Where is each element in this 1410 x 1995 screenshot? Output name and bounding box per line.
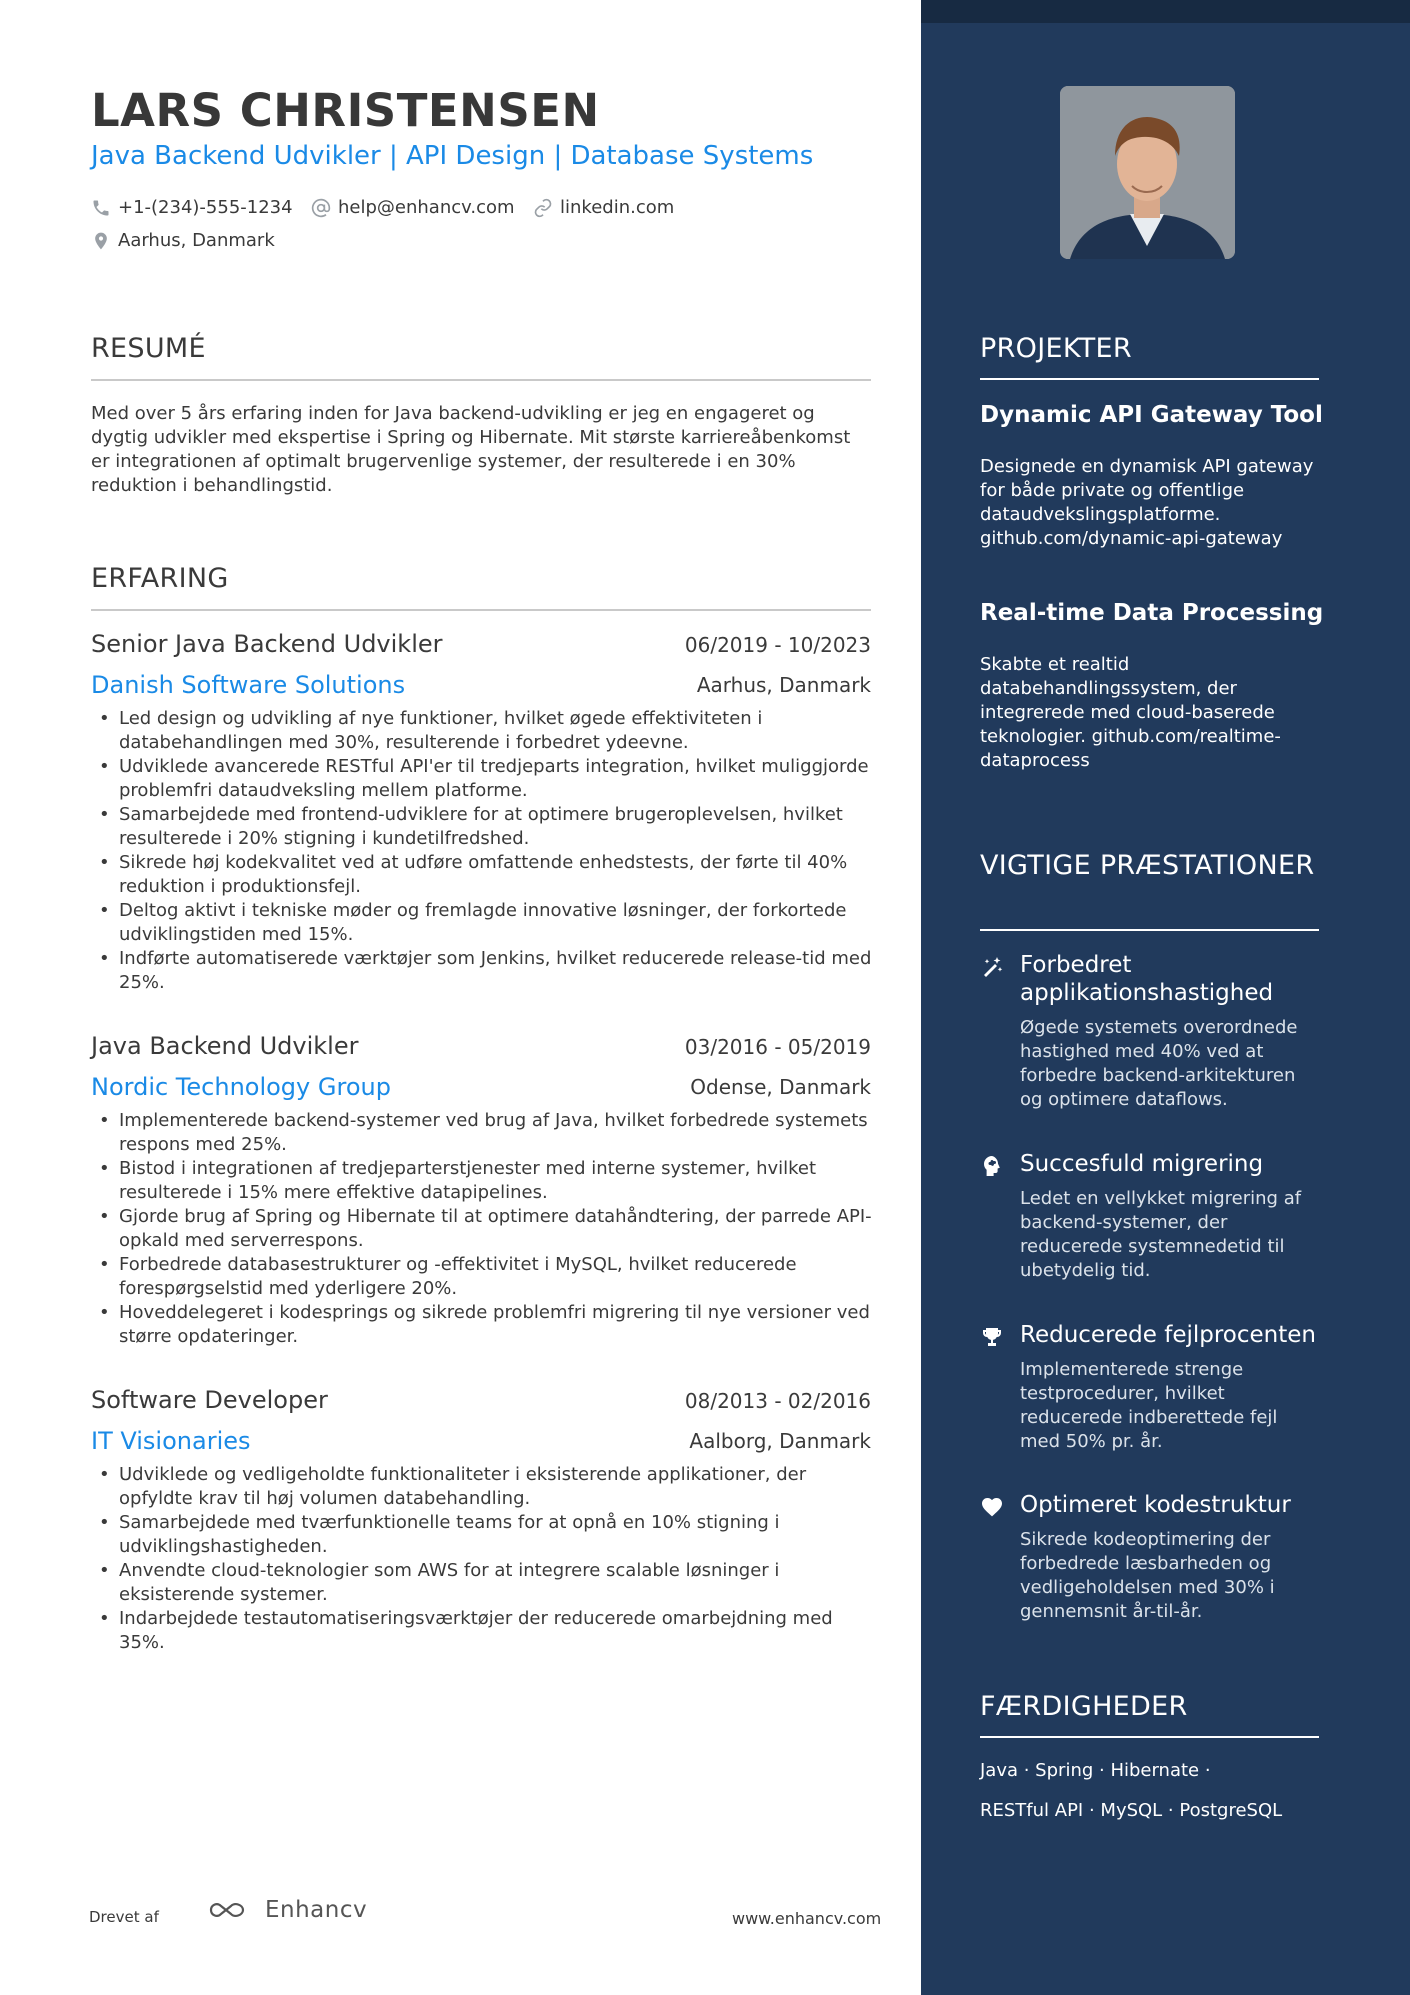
summary-text: Med over 5 års erfaring inden for Java backend-udvikling er jeg en engageret og dygtig udvikler med ekspertise i Spring og Hibernate. Mit største karriereåbenkomst er integrationen af optimalt brugervenlige systemer, der resulterede i en 30% reduktion i behandlingstid.	[91, 403, 851, 496]
achievement-description: Øgede systemets overordnede hastighed med 40% ved at forbedre backend-arkitekturen og optimere dataflows.	[1020, 1017, 1298, 1110]
job-location: Aarhus, Danmark	[696, 673, 871, 697]
project-description: Designede en dynamisk API gateway for både private og offentlige dataudvekslingsplatforme. github.com/dynamic-api-gateway	[980, 456, 1314, 549]
achievement-title: Optimeret kodestruktur	[1020, 1492, 1291, 1518]
job-dates: 06/2019 - 10/2023	[684, 633, 871, 657]
achievement-description: Implementerede strenge testprocedurer, hvilket reducerede indberettede fejl med 50% pr. år.	[1020, 1359, 1278, 1452]
job-location: Aalborg, Danmark	[689, 1429, 871, 1453]
projects-heading: PROJEKTER	[980, 333, 1132, 364]
skills-line: RESTful API · MySQL · PostgreSQL	[980, 1800, 1283, 1821]
job-title: Senior Java Backend Udvikler	[91, 630, 443, 658]
magic-wand-icon	[980, 955, 1004, 979]
sidebar-top-band	[921, 0, 1410, 23]
achievement-description: Sikrede kodeoptimering der forbedrede læsbarheden og vedligeholdelsen med 30% i gennemsnit år-til-år.	[1020, 1529, 1275, 1622]
contact-location	[91, 230, 275, 251]
project-title: Real-time Data Processing	[980, 600, 1324, 626]
job-location: Odense, Danmark	[690, 1075, 871, 1099]
candidate-headline: Java Backend Udvikler | API Design | Database Systems	[91, 141, 814, 171]
email-text: help@enhancv.com	[338, 197, 515, 218]
contact-email[interactable]	[311, 197, 515, 218]
list-item: • Samarbejdede med frontend-udviklere for at optimere brugeroplevelsen, hvilket resulterede i 20% stigning i kundetilfredshed.	[91, 803, 881, 851]
projects-divider	[980, 378, 1319, 380]
heart-icon	[980, 1495, 1004, 1519]
job-dates: 08/2013 - 02/2016	[684, 1389, 871, 1413]
enhancv-logo[interactable]	[207, 1897, 367, 1923]
brain-head-icon	[980, 1154, 1004, 1178]
job-bullets	[91, 1109, 881, 1349]
achievement-title: Succesfuld migrering	[1020, 1151, 1264, 1177]
list-item: • Hoveddelegeret i kodesprings og sikrede problemfri migrering til nye versioner ved større opdateringer.	[91, 1301, 881, 1349]
job-company[interactable]: Danish Software Solutions	[91, 671, 406, 699]
footer-url[interactable]: www.enhancv.com	[732, 1909, 882, 1928]
job-dates: 03/2016 - 05/2019	[684, 1035, 871, 1059]
footer-powered-by: Drevet af	[89, 1908, 159, 1926]
phone-icon	[91, 198, 111, 218]
skills-divider	[980, 1736, 1319, 1738]
candidate-name: LARS CHRISTENSEN	[91, 84, 600, 137]
job-bullets	[91, 707, 881, 995]
list-item: • Led design og udvikling af nye funktioner, hvilket øgede effektiviteten i databehandlingen med 30%, resulterende i forbedret ydeevne.	[91, 707, 881, 755]
list-item: • Gjorde brug af Spring og Hibernate til at optimere datahåndtering, der parrede API-opkald med serverrespons.	[91, 1205, 881, 1253]
achievements-divider	[980, 929, 1319, 931]
list-item: • Indførte automatiserede værktøjer som Jenkins, hvilket reducerede release-tid med 25%.	[91, 947, 881, 995]
list-item: • Deltog aktivt i tekniske møder og fremlagde innovative løsninger, der forkortede udviklingstiden med 15%.	[91, 899, 881, 947]
at-sign-icon	[311, 198, 331, 218]
contact-phone[interactable]	[91, 197, 293, 218]
contact-linkedin[interactable]	[533, 197, 674, 218]
location-pin-icon	[91, 231, 111, 251]
experience-heading: ERFARING	[91, 563, 229, 594]
summary-heading: RESUMÉ	[91, 333, 206, 364]
job-bullets	[91, 1463, 881, 1655]
list-item: • Samarbejdede med tværfunktionelle teams for at opnå en 10% stigning i udviklingshastigheden.	[91, 1511, 881, 1559]
achievement-title: Reducerede fejlprocenten	[1020, 1322, 1317, 1348]
skills-line: Java · Spring · Hibernate ·	[980, 1760, 1211, 1781]
summary-divider	[91, 379, 871, 381]
project-description: Skabte et realtid databehandlingssystem, der integrerede med cloud-baserede teknologier. github.com/realtime-dataprocess	[980, 654, 1281, 771]
profile-photo	[1060, 86, 1235, 259]
skills-heading: FÆRDIGHEDER	[980, 1691, 1188, 1722]
job-company[interactable]: IT Visionaries	[91, 1427, 251, 1455]
achievement-title: Forbedret applikationshastighed	[1020, 952, 1274, 1006]
list-item: • Bistod i integrationen af tredjeparterstjenester med interne systemer, hvilket resulterede i 15% mere effektive datapipelines.	[91, 1157, 881, 1205]
achievements-heading: VIGTIGE PRÆSTATIONER	[980, 850, 1315, 881]
list-item: • Implementerede backend-systemer ved brug af Java, hvilket forbedrede systemets respons med 25%.	[91, 1109, 881, 1157]
linkedin-text: linkedin.com	[560, 197, 675, 218]
achievement-description: Ledet en vellykket migrering af backend-systemer, der reducerede systemnedetid til ubetydelig tid.	[1020, 1188, 1302, 1281]
location-text: Aarhus, Danmark	[118, 230, 275, 251]
project-title: Dynamic API Gateway Tool	[980, 402, 1323, 428]
job-company[interactable]: Nordic Technology Group	[91, 1073, 391, 1101]
list-item: • Udviklede avancerede RESTful API'er til tredjeparts integration, hvilket muliggjorde problemfri dataudveksling mellem platforme.	[91, 755, 881, 803]
list-item: • Sikrede høj kodekvalitet ved at udføre omfattende enhedstests, der førte til 40% reduktion i produktionsfejl.	[91, 851, 881, 899]
list-item: • Udviklede og vedligeholdte funktionaliteter i eksisterende applikationer, der opfyldte krav til høj volumen databehandling.	[91, 1463, 881, 1511]
list-item: • Indarbejdede testautomatiseringsværktøjer der reducerede omarbejdning med 35%.	[91, 1607, 881, 1655]
footer-brand: Enhancv	[265, 1897, 368, 1923]
infinity-logo-icon	[207, 1898, 255, 1922]
job-title: Software Developer	[91, 1386, 328, 1414]
link-icon	[533, 198, 553, 218]
list-item: • Forbedrede databasestrukturer og -effektivitet i MySQL, hvilket reducerede forespørgselstid med yderligere 20%.	[91, 1253, 881, 1301]
list-item: • Anvendte cloud-teknologier som AWS for at integrere scalable løsninger i eksisterende systemer.	[91, 1559, 881, 1607]
trophy-icon	[980, 1325, 1004, 1349]
phone-text: +1-(234)-555-1234	[118, 197, 293, 218]
skills-list	[980, 1751, 1310, 1831]
experience-divider	[91, 609, 871, 611]
job-title: Java Backend Udvikler	[91, 1032, 359, 1060]
